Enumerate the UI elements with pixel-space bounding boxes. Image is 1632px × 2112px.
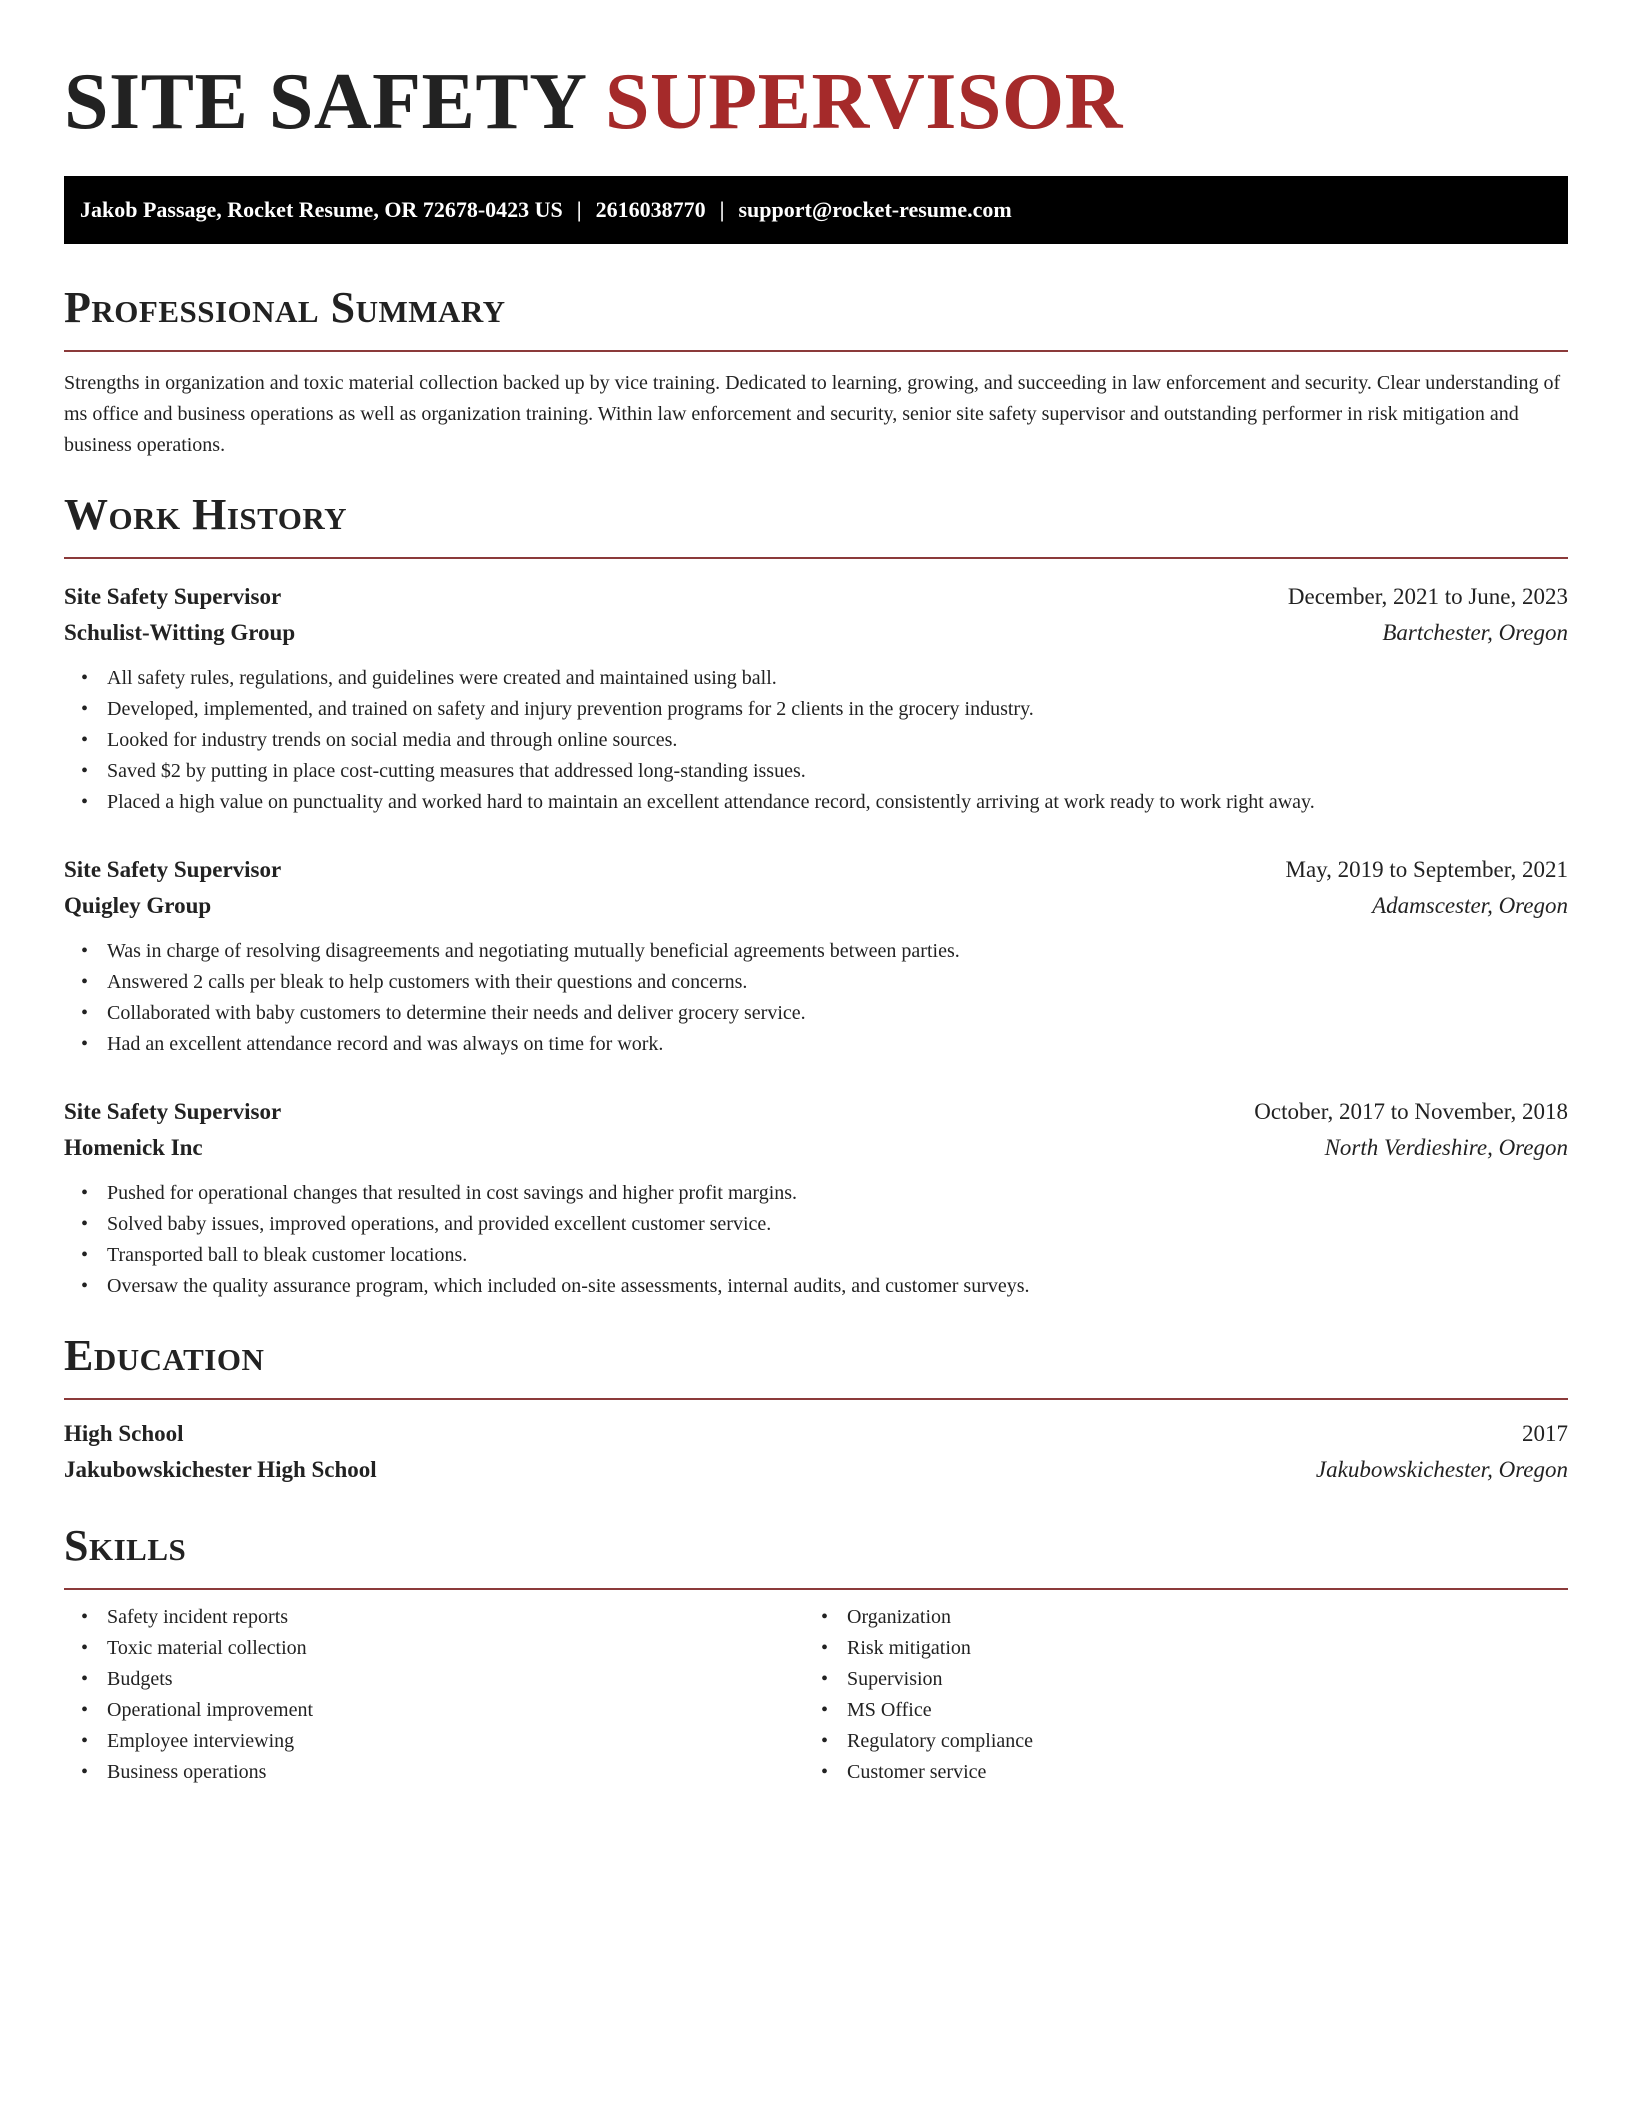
job-entry [64,1094,1568,1302]
contact-email: support@rocket-resume.com [738,197,1012,222]
job-company-row [64,1130,1568,1166]
resume-page [64,0,1568,1788]
skills-column-left [64,1602,804,1788]
education-degree: High School [64,1421,184,1446]
job-bullets [64,1178,1568,1302]
contact-phone: 2616038770 [595,197,706,222]
job-location: Bartchester, Oregon [1382,620,1568,645]
job-bullet: • Collaborated with baby customers to determine their needs and deliver grocery service. [107,998,1568,1029]
contact-bar [64,176,1568,244]
job-company: Homenick Inc [64,1135,203,1160]
education-heading: Education [64,1331,265,1380]
job-bullet: • Saved $2 by putting in place cost-cutting measures that addressed long-standing issues. [107,756,1568,787]
education-school: Jakubowskichester High School [64,1457,377,1482]
skill-item: • Organization [847,1602,1544,1633]
job-location: Adamscester, Oregon [1372,893,1568,918]
job-bullet: • Was in charge of resolving disagreements and negotiating mutually beneficial agreements between parties. [107,936,1568,967]
education-header-row [64,1416,1568,1452]
skill-item: • Operational improvement [107,1695,804,1726]
section-divider [64,1588,1568,1590]
skills-section [64,1518,1568,1788]
skill-item: • Safety incident reports [107,1602,804,1633]
job-title: Site Safety Supervisor [64,1099,282,1124]
skill-item: • Supervision [847,1664,1544,1695]
section-divider [64,1398,1568,1400]
job-company-row [64,888,1568,924]
job-company-row [64,615,1568,651]
summary-section [64,280,1568,461]
job-bullet: • Transported ball to bleak customer locations. [107,1240,1568,1271]
job-bullet: • Looked for industry trends on social media and through online sources. [107,725,1568,756]
job-header-row [64,1094,1568,1130]
resume-title [64,0,1568,150]
job-title: Site Safety Supervisor [64,584,282,609]
job-bullet: • Had an excellent attendance record and was always on time for work. [107,1029,1568,1060]
contact-separator: | [576,197,582,222]
skills-list-left [64,1602,804,1788]
education-school-row [64,1452,1568,1488]
skill-item: • Regulatory compliance [847,1726,1544,1757]
title-part-accent: SUPERVISOR [605,58,1123,146]
job-bullets [64,663,1568,818]
title-part-primary: SITE SAFETY [64,58,585,146]
work-history-section [64,487,1568,1302]
education-section [64,1328,1568,1488]
job-company: Quigley Group [64,893,212,918]
summary-text: Strengths in organization and toxic material collection backed up by vice training. Dedicated to learning, growing, and succeeding in law enforcement and security. Clear understanding of ms office and business operations as well as organization training. Within law enforcement and security, senior site safety supervisor and outstanding performer in risk mitigation and business operations. [64,372,1561,456]
job-company: Schulist-Witting Group [64,620,296,645]
education-entry [64,1416,1568,1488]
job-header-row [64,852,1568,888]
section-divider [64,557,1568,559]
skill-item: • Employee interviewing [107,1726,804,1757]
skills-column-right [804,1602,1544,1788]
education-location: Jakubowskichester, Oregon [1315,1457,1568,1482]
job-bullets [64,936,1568,1060]
job-title: Site Safety Supervisor [64,857,282,882]
skill-item: • Budgets [107,1664,804,1695]
job-dates: October, 2017 to November, 2018 [1254,1099,1568,1124]
job-bullet: • Oversaw the quality assurance program, which included on-site assessments, internal audits, and customer surveys. [107,1271,1568,1302]
section-divider [64,350,1568,352]
skills-grid [64,1602,1568,1788]
skill-item: • Toxic material collection [107,1633,804,1664]
job-bullet: • Answered 2 calls per bleak to help customers with their questions and concerns. [107,967,1568,998]
job-bullet: • Placed a high value on punctuality and worked hard to maintain an excellent attendance record, consistently arriving at work ready to work right away. [107,787,1568,818]
job-dates: May, 2019 to September, 2021 [1285,857,1568,882]
contact-address: Jakob Passage, Rocket Resume, OR 72678-0423 US [80,197,563,222]
work-history-heading: Work History [64,490,348,539]
job-entry [64,852,1568,1060]
education-year: 2017 [1522,1421,1568,1446]
summary-heading: Professional Summary [64,283,506,332]
job-bullet: • All safety rules, regulations, and guidelines were created and maintained using ball. [107,663,1568,694]
contact-separator: | [719,197,725,222]
job-bullet: • Pushed for operational changes that resulted in cost savings and higher profit margins. [107,1178,1568,1209]
job-header-row [64,579,1568,615]
skill-item: • Risk mitigation [847,1633,1544,1664]
skill-item: • Customer service [847,1757,1544,1788]
skills-heading: Skills [64,1521,187,1570]
skill-item: • Business operations [107,1757,804,1788]
job-dates: December, 2021 to June, 2023 [1287,584,1568,609]
job-bullet: • Solved baby issues, improved operations, and provided excellent customer service. [107,1209,1568,1240]
job-entry [64,579,1568,818]
skill-item: • MS Office [847,1695,1544,1726]
job-location: North Verdieshire, Oregon [1324,1135,1568,1160]
skills-list-right [804,1602,1544,1788]
job-bullet: • Developed, implemented, and trained on safety and injury prevention programs for 2 clients in the grocery industry. [107,694,1568,725]
